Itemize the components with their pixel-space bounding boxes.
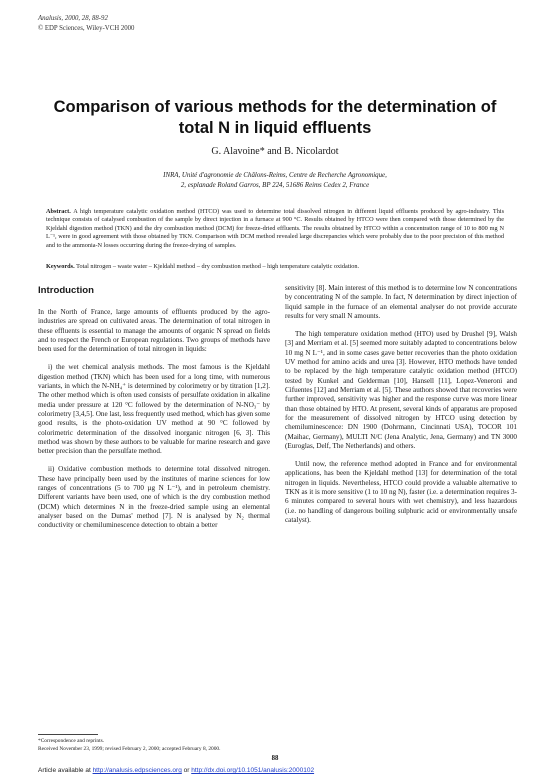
copyright-line: © EDP Sciences, Wiley-VCH 2000 — [38, 24, 135, 32]
keywords-label: Keywords. — [46, 263, 75, 270]
paragraph: i) the wet chemical analysis methods. The most famous is the Kjeldahl digestion method (TKN) which has been used for a long time, with numerous variants, in which the N-NH₄⁺ is determined by colorimetry or by titration [1,2]. The other method which is often used consists of persulfate oxidation in alkaline media under pressure at 120 °C followed by the determination of N-NO₃⁻ by colorimetry [3,4,5]. One last, less frequently used method, which has given some good results, is the photo-oxidation UV method at 90 °C followed by colorimetric determination of the dissolved inorganic nitrogen [6, 3]. This method was shown by these authors to be valuable for marine research and gave better precision than the persulfate method. — [38, 363, 270, 456]
journal-site-link[interactable]: http://analusis.edpsciences.org — [92, 767, 182, 774]
paper-title: Comparison of various methods for the determination of total N in liquid effluents — [53, 98, 497, 137]
footer-prefix: Article available at — [38, 767, 93, 774]
abstract-label: Abstract. — [46, 208, 71, 215]
paragraph: ii) Oxidative combustion methods to determine total dissolved nitrogen. These have principally been used by the institutes of marine sciences for low ranges of concentrations (5 to 700 µg N L⁻¹), and in petroleum chemistry. Different variants have been used, one of which is the dry combustion method (DCM) which determines N in the freeze-dried sample using an elemental analyser based on the Dumas' method [7]. N is analysed by N₂ thermal conductivity or chemiluminescence detection to obtain a better — [38, 465, 270, 530]
doi-link[interactable]: http://dx.doi.org/10.1051/analusis:2000102 — [191, 767, 315, 774]
footnotes — [38, 737, 220, 753]
left-column — [38, 284, 270, 539]
journal-citation: Analusis, 2000, 28, 88-92 — [38, 15, 108, 22]
received-dates: Received November 23, 1999; revised February 2, 2000; accepted February 8, 2000. — [38, 746, 221, 752]
journal-header — [38, 14, 134, 33]
keywords — [46, 263, 504, 271]
affiliation-line-1: INRA, Unité d'agronomie de Châlons-Reims, Centre de Recherche Agronomique, — [163, 172, 387, 179]
abstract — [46, 208, 504, 250]
author-list: G. Alavoine* and B. Nicolardot — [211, 146, 339, 157]
paragraph: Until now, the reference method adopted in France and for environmental applications, has been the Kjeldahl method [13] for determination of the total nitrogen in liquids. Nevertheless, HTCO could provide a valuable alternative to TKN as it is more sensitive (1 to 10 ng N), faster (i.e. a determination requires 3-6 minutes compared to several hours with wet chemistry), and less hazardous (i.e. no handling of dangerous boiling sulphuric acid or environmentally unsafe catalyst). — [285, 459, 517, 524]
paragraph: In the North of France, large amounts of effluents produced by the agro-industries are spread on cultivated areas. The determination of total nitrogen in these effluents is essential to manage the amounts of organic N spread on fields and to respect the French or European regulations. Two groups of methods have been used for the determination of total nitrogen in liquids: — [38, 308, 270, 354]
paragraph: sensitivity [8]. Main interest of this method is to determine low N concentrations by concentrating N of the sample. In fact, N determination by direct injection of liquid sample in the furnace of an elemental analyser do not provide accurate results for very small N amounts. — [285, 284, 517, 321]
affiliation-line-2: 2, esplanade Roland Garros, BP 224, 51686 Reims Cedex 2, France — [180, 182, 370, 190]
footnote-divider — [38, 734, 98, 735]
page-number: 88 — [271, 755, 279, 762]
paragraph: The high temperature oxidation method (HTO) used by Drushel [9], Walsh [3] and Merriam et al. [5] seemed more suitably adapted to concentrations below 10 mg N L⁻¹, and in some cases gave better recoveries than the photo oxidation UV method for amino acids and urea [3]. However, HTO methods have tended to be replaced by the high temperature catalytic oxidation method (HTCO) tested by Kunkel and Gelderman [10], Hansell [11], Lopez-Veneroni and Cifuentes [12] and Merriam et al. [5]. These authors showed that recoveries were further improved, sensitivity was higher and the response curve was more linear than those obtained by HTO. At present, several kinds of apparatus are proposed for the measurement of dissolved nitrogen by HTCO using detection by chemiluminescence: DN 1900 (Dohrmann, Cincinnati USA), TOCOR 101 (Maihac, Germany), MULTI N/C (Jena Analytic, Jena, Germany) and TN 3000 (Euroglas, Delf, The Netherlands) and others. — [285, 329, 517, 450]
footer-separator: or — [181, 767, 192, 774]
keywords-text: Total nitrogen – waste water – Kjeldahl method – dry combustion method – high temperature catalytic oxidation. — [76, 263, 360, 270]
right-column — [285, 284, 517, 534]
section-heading-introduction: Introduction — [38, 285, 94, 296]
abstract-text: A high temperature catalytic oxidation method (HTCO) was used to determine total dissolved nitrogen in different liquid effluents produced by agro-industry. This technique consists of catalysed combustion of the sample by direct injection in a furnace at 900 °C. Results obtained by HTCO were then compared with those determined by the Kjeldahl digestion method (TKN) and the dry combustion method (DCM) for freeze-dried effluents. The results obtained by HTCO within a concentration range of 10 to 800 mg N L⁻¹, were in good agreement with those obtained by TKN. Comparison with DCM method revealed large discrepancies which were probably due to the poor precision of this method and to the ammonia-N losses occurring during the freeze-drying of samples. — [46, 208, 504, 249]
article-footer — [38, 767, 314, 774]
correspondence-note: *Correspondence and reprints. — [38, 738, 105, 744]
affiliation — [60, 171, 490, 191]
